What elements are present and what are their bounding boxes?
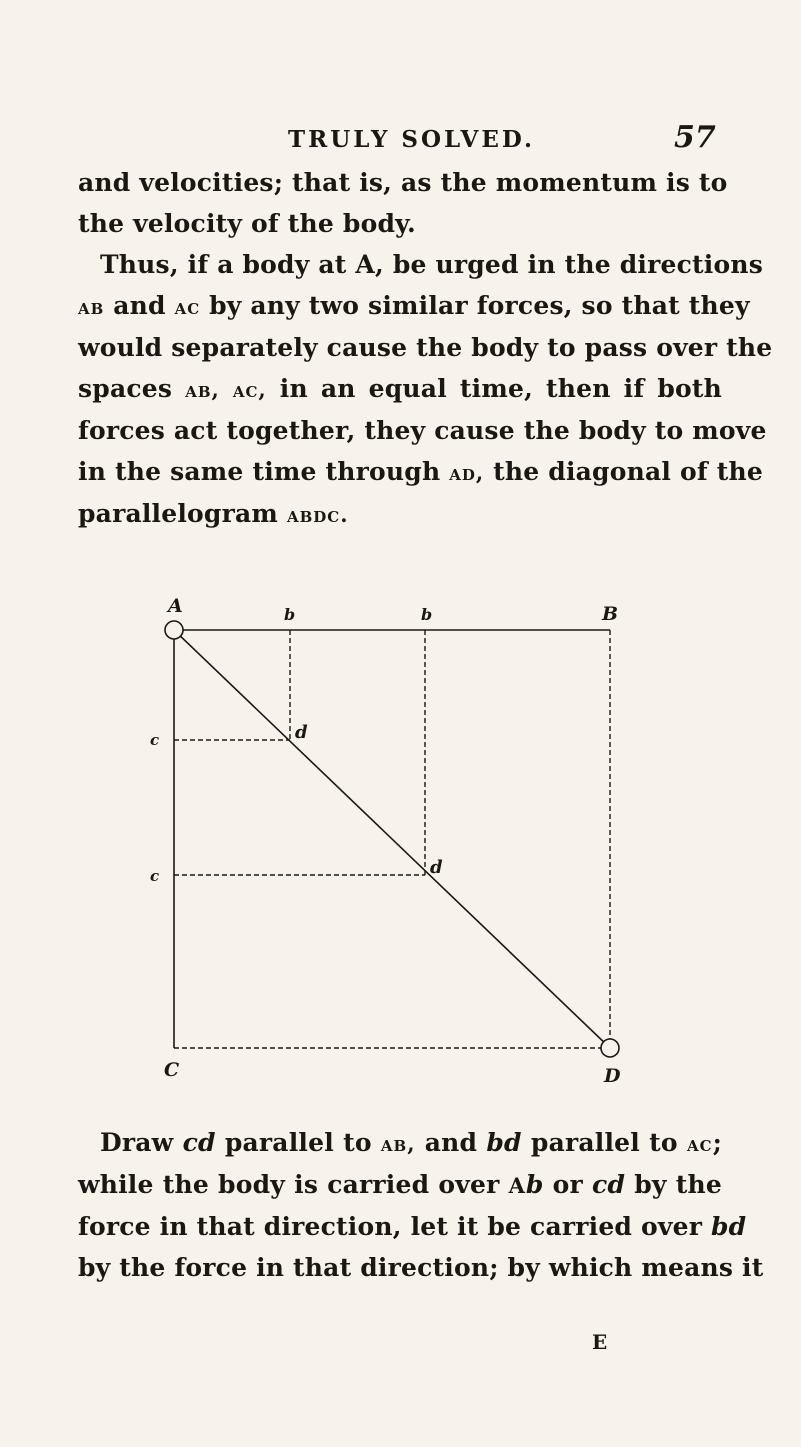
running-title: TRULY SOLVED. [288, 126, 536, 153]
text-run: in an equal time, then if both [266, 374, 723, 403]
diagonal-ad [174, 630, 610, 1048]
running-header [0, 120, 801, 160]
parallelogram-diagram [140, 590, 660, 1110]
small-caps-term: ab, [185, 377, 220, 402]
small-caps-term: A [508, 1173, 526, 1198]
text-line: by the force in that direction; by which means it [78, 1253, 764, 1282]
paragraph-1 [78, 162, 773, 535]
signature-mark: E [592, 1330, 609, 1354]
text-run [220, 374, 233, 403]
text-line [78, 1164, 722, 1206]
small-caps-term: ab [78, 294, 105, 319]
text-run: parallel to [521, 1128, 687, 1157]
body-circle-d [601, 1039, 619, 1057]
label-c1: c [150, 731, 160, 749]
text-run: in the same time through [78, 457, 450, 486]
italic-term: bd [711, 1212, 747, 1241]
page-number: 57 [674, 120, 716, 155]
text-line [78, 451, 763, 493]
text-line: the velocity of the body. [78, 209, 416, 238]
italic-term: cd [592, 1170, 626, 1199]
label-A: A [168, 595, 183, 617]
text-line: Thus, if a body at A, be urged in the directions [100, 250, 763, 279]
small-caps-term: ab, [380, 1131, 416, 1156]
body-circle-a [165, 621, 183, 639]
text-run: while the body is carried over [78, 1170, 509, 1199]
label-b2: b [421, 605, 433, 624]
text-line [78, 493, 722, 535]
text-line [78, 285, 750, 327]
text-line [78, 1122, 722, 1164]
text-run: and [415, 1128, 487, 1157]
label-D: D [604, 1065, 621, 1087]
text-run: by the [625, 1170, 723, 1199]
paragraph-2 [78, 1122, 764, 1288]
small-caps-term: ac, [232, 377, 267, 402]
text-line: and velocities; that is, as the momentum is to [78, 168, 728, 197]
label-B: B [602, 603, 619, 625]
text-run: parallelogram [78, 499, 287, 528]
text-line [78, 368, 722, 410]
italic-term: cd [182, 1128, 216, 1157]
text-run: force in that direction, let it be carried over [78, 1212, 711, 1241]
label-C: C [164, 1059, 180, 1081]
text-run: ; [712, 1128, 722, 1157]
text-line [78, 1206, 747, 1247]
text-line: would separately cause the body to pass over the [78, 333, 773, 362]
small-caps-term: abdc. [286, 502, 349, 527]
text-run: the diagonal of the [484, 457, 763, 486]
italic-term: bd [486, 1128, 522, 1157]
text-run: parallel to [215, 1128, 381, 1157]
label-d1: d [295, 722, 308, 743]
text-line: forces act together, they cause the body to move [78, 416, 767, 445]
label-d2: d [430, 857, 443, 878]
italic-term: b [525, 1170, 544, 1199]
small-caps-term: ad, [449, 460, 485, 485]
small-caps-term: ac [686, 1131, 713, 1156]
text-run: Draw [100, 1128, 183, 1157]
label-c2: c [150, 867, 160, 885]
text-run: by any two similar forces, so that they [200, 291, 750, 320]
text-run: or [543, 1170, 593, 1199]
small-caps-term: ac [174, 294, 201, 319]
text-run: and [104, 291, 175, 320]
text-run: spaces [78, 374, 186, 403]
label-b1: b [284, 605, 296, 624]
